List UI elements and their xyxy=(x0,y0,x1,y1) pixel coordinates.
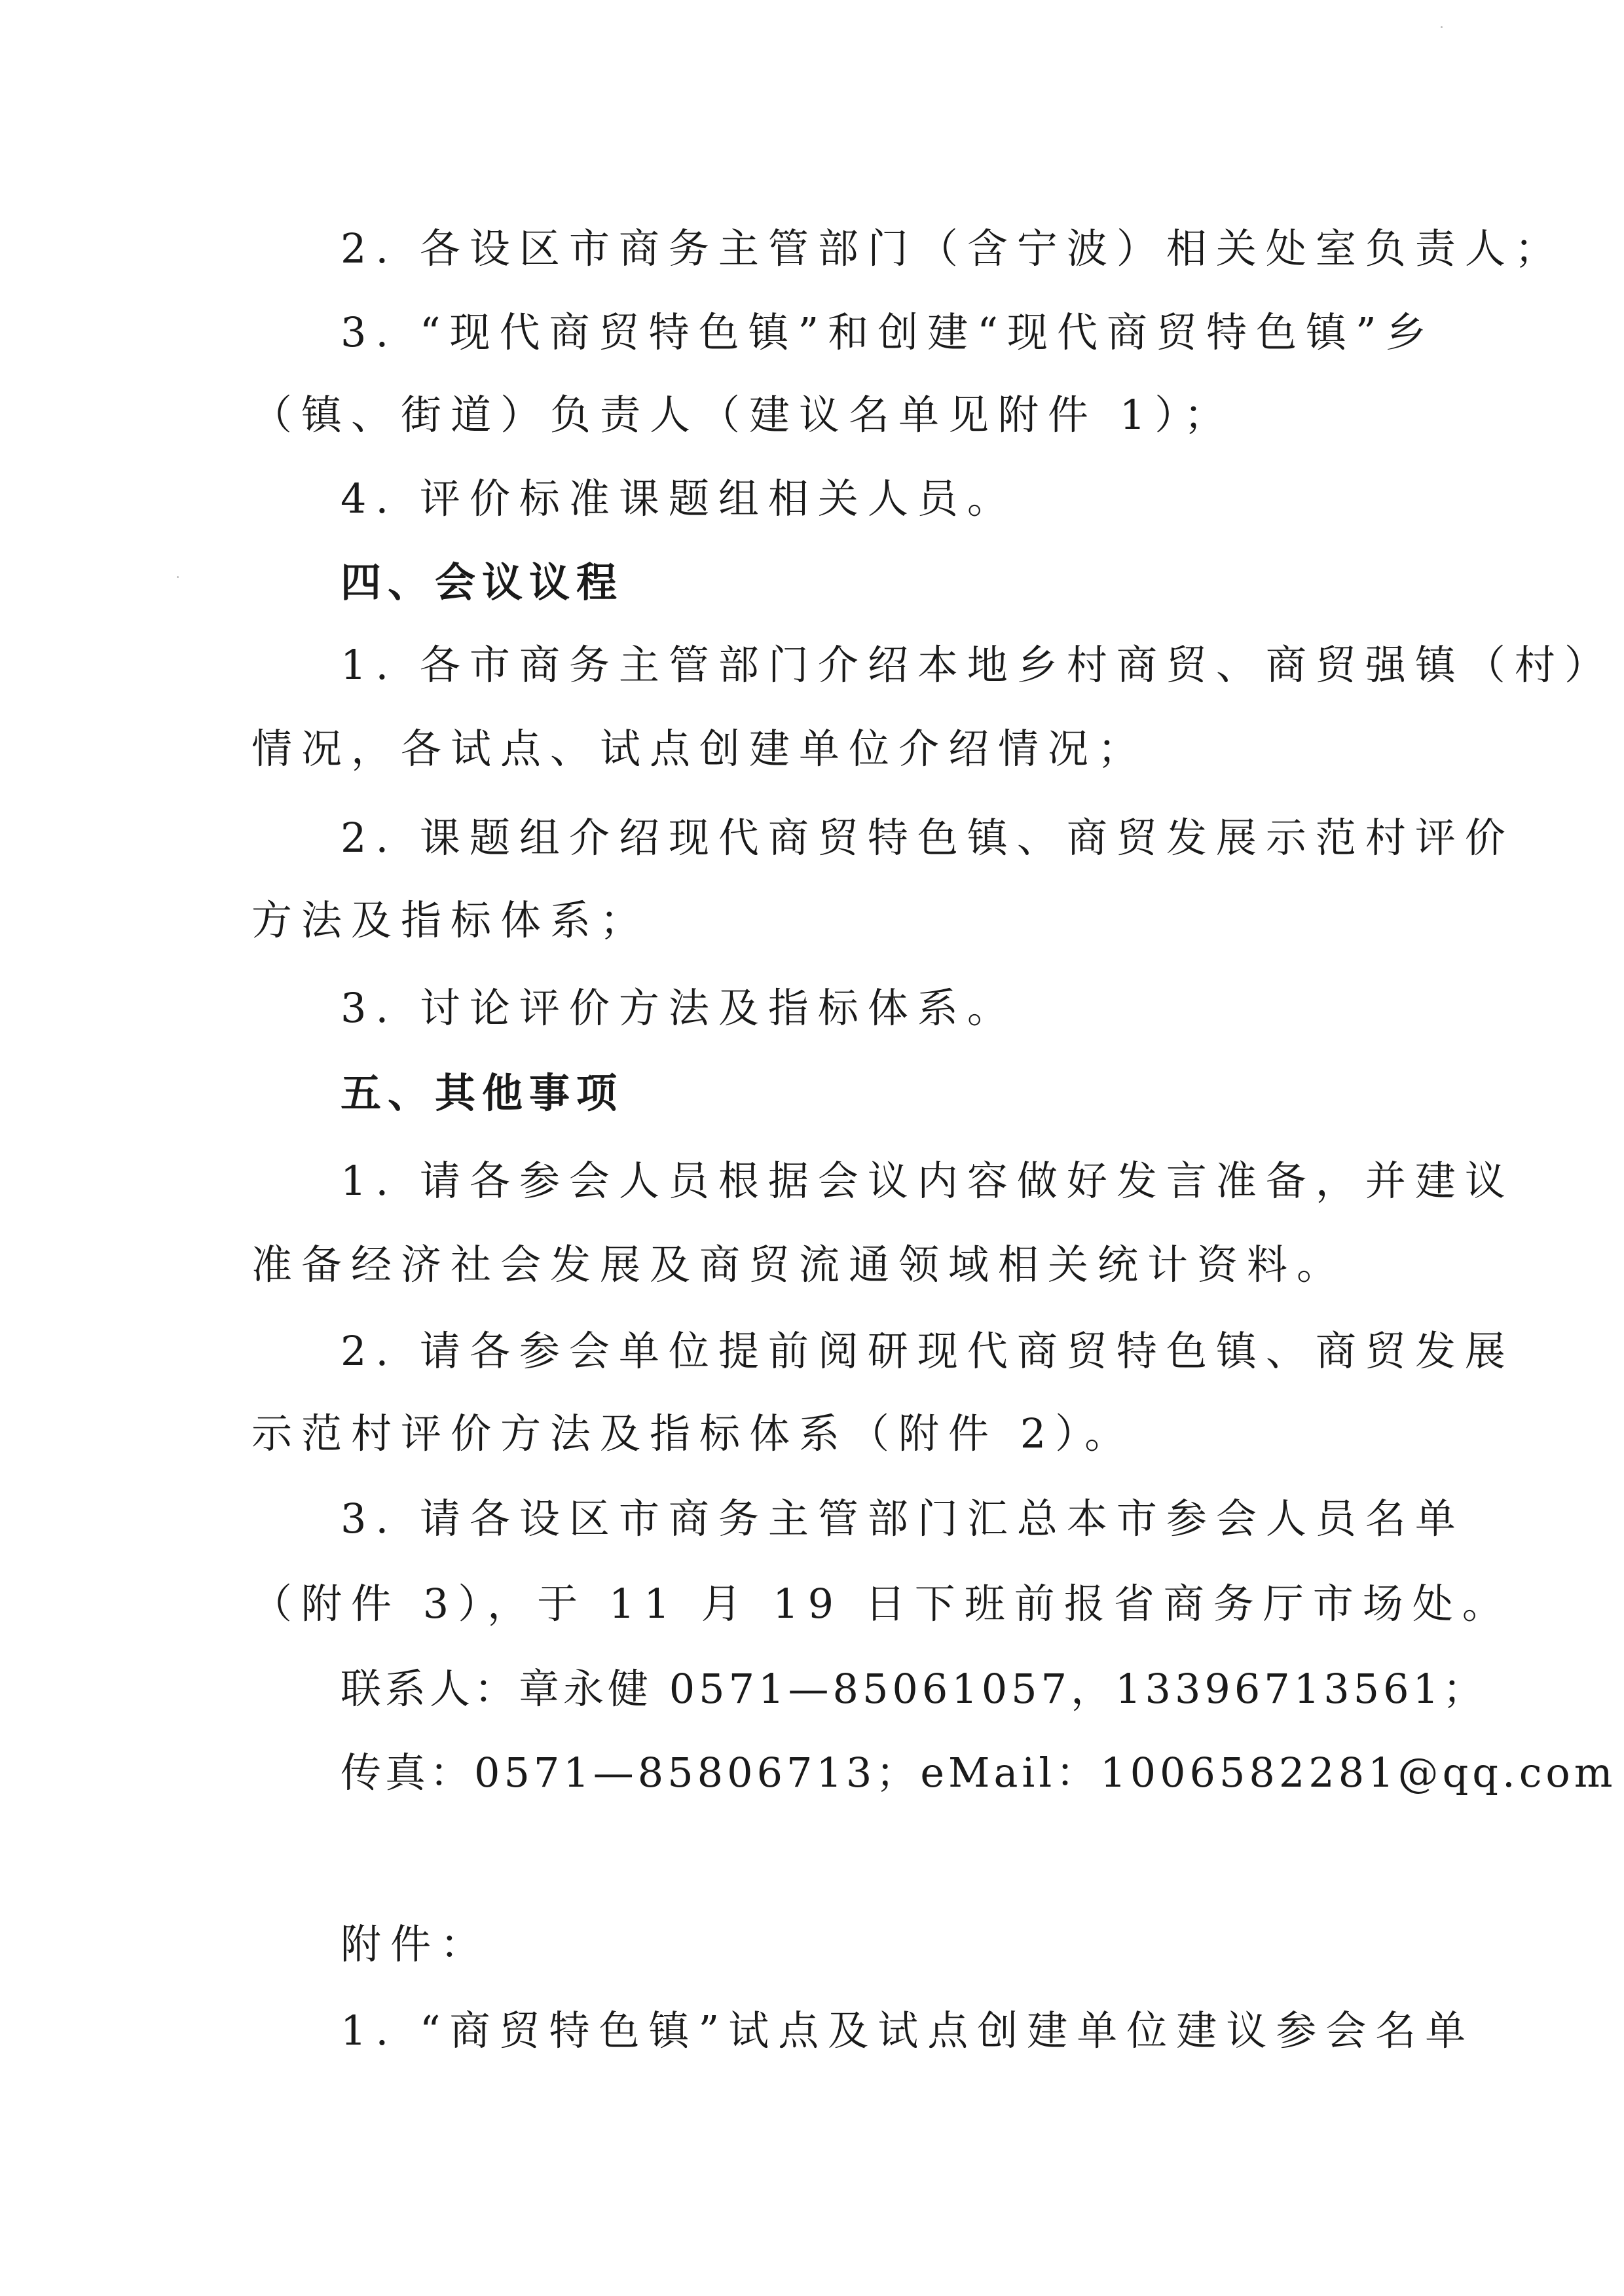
attachments-label: 附件： xyxy=(341,1920,490,1968)
section-heading-agenda: 四、会议议程 xyxy=(341,558,624,606)
fax-and-email: 传真：0571—85806713；eMail：1006582281@qq.com xyxy=(341,1749,1617,1796)
agenda-item-1-line-2: 情况，各试点、试点创建单位介绍情况； xyxy=(251,725,1148,773)
attendee-item-2: 2. 各设区市商务主管部门（含宁波）相关处室负责人； xyxy=(341,225,1564,272)
attendee-item-3-line-1: 3. “现代商贸特色镇”和创建“现代商贸特色镇”乡 xyxy=(341,308,1435,356)
agenda-item-2-line-2: 方法及指标体系； xyxy=(251,896,650,944)
scan-speck xyxy=(1441,26,1443,28)
scan-speck xyxy=(177,576,179,578)
attendee-item-4: 4. 评价标准课题组相关人员。 xyxy=(341,475,1017,522)
attendee-item-3-line-2: （镇、街道）负责人（建议名单见附件 1）； xyxy=(251,391,1234,439)
agenda-item-2-line-1: 2. 课题组介绍现代商贸特色镇、商贸发展示范村评价 xyxy=(341,814,1515,862)
other-item-3-line-2: （附件 3），于 11 月 19 日下班前报省商务厅市场处。 xyxy=(251,1580,1512,1628)
attachment-item-1: 1. “商贸特色镇”试点及试点创建单位建议参会名单 xyxy=(341,2007,1475,2054)
other-item-3-line-1: 3. 请各设区市商务主管部门汇总本市参会人员名单 xyxy=(341,1495,1465,1542)
other-item-2-line-2: 示范村评价方法及指标体系（附件 2）。 xyxy=(251,1410,1135,1457)
contact-person: 联系人：章永健 0571—85061057，13396713561； xyxy=(341,1665,1487,1713)
agenda-item-3: 3. 讨论评价方法及指标体系。 xyxy=(341,984,1017,1032)
section-heading-other-matters: 五、其他事项 xyxy=(341,1069,624,1117)
other-item-1-line-1: 1. 请各参会人员根据会议内容做好发言准备，并建议 xyxy=(341,1157,1515,1205)
agenda-item-1-line-1: 1. 各市商务主管部门介绍本地乡村商贸、商贸强镇（村） xyxy=(341,641,1614,689)
other-item-2-line-1: 2. 请各参会单位提前阅研现代商贸特色镇、商贸发展 xyxy=(341,1327,1515,1375)
other-item-1-line-2: 准备经济社会发展及商贸流通领域相关统计资料。 xyxy=(251,1241,1347,1288)
